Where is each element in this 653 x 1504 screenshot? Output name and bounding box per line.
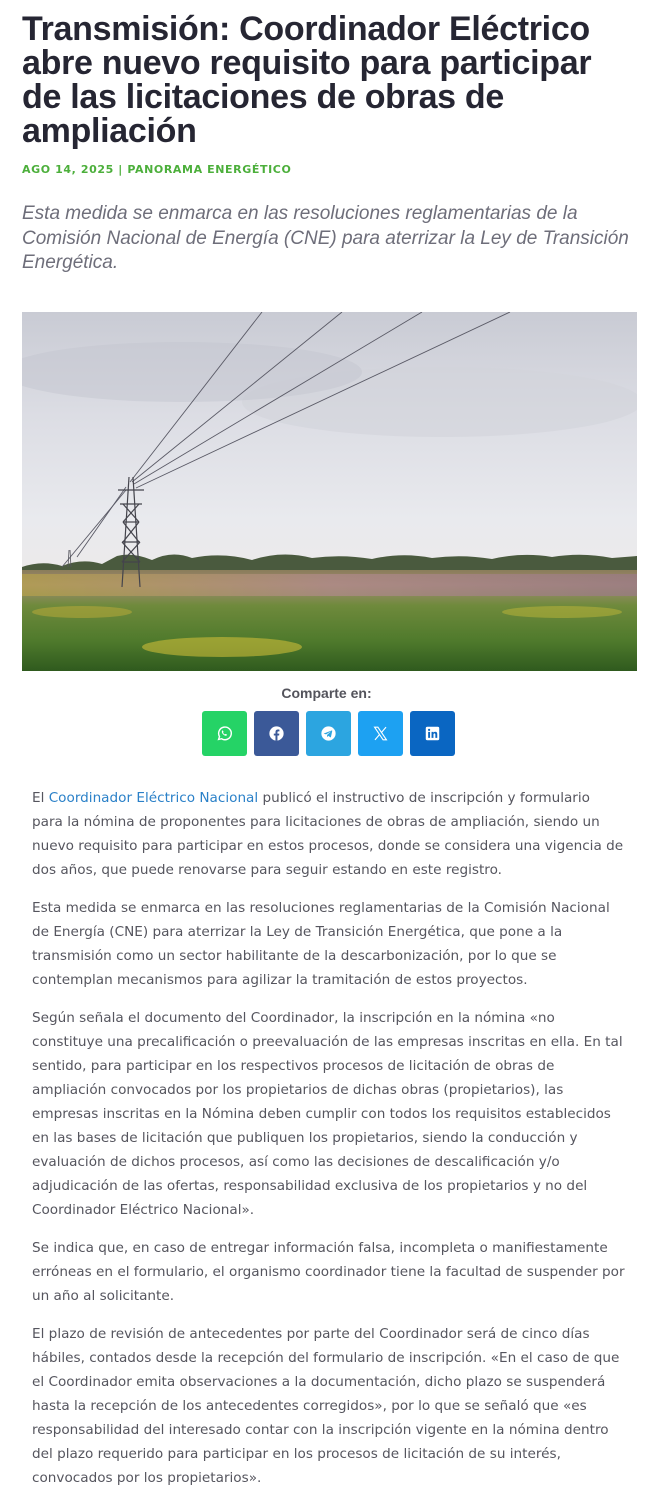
- x-icon: [371, 724, 390, 743]
- article-category-link[interactable]: PANORAMA ENERGÉTICO: [127, 163, 292, 176]
- whatsapp-icon: [215, 724, 234, 743]
- share-whatsapp-button[interactable]: [202, 711, 247, 756]
- paragraph-4: Se indica que, en caso de entregar información falsa, incompleta o manifiestamente erróneas en el formulario, el organismo coordinador tiene la facultad de suspender por un año al solicitante.: [32, 1240, 625, 1304]
- coordinador-link[interactable]: Coordinador Eléctrico Nacional: [48, 790, 259, 806]
- article-date: AGO 14, 2025: [22, 163, 114, 176]
- share-telegram-button[interactable]: [306, 711, 351, 756]
- meta-separator: |: [113, 163, 128, 176]
- article-meta: [22, 163, 291, 176]
- telegram-icon: [319, 724, 338, 743]
- hero-image-transmission-tower-field: [22, 312, 637, 671]
- paragraph-5: El plazo de revisión de antecedentes por parte del Coordinador será de cinco días hábiles, contados desde la recepción del formulario de inscripción. «En el caso de que el Coordinador emita observaciones a la documentación, dicho plazo se suspenderá hasta la recepción de los antecedentes corregidos», por lo que se señaló que «es responsabilidad del interesado contar con la inscripción vigente en la nómina dentro del plazo requerido para participar en los procesos de licitación de su interés, convocados por los propietarios».: [32, 1326, 620, 1486]
- paragraph-1-text-end: publicó el instructivo de inscripción y formulario para la nómina de proponentes para licitaciones de obras de ampliación, siendo un nuevo requisito para participar en estos procesos, donde se considera una vigencia de dos años, que puede renovarse para seguir estando en este registro.: [32, 790, 624, 878]
- share-label: Comparte en:: [281, 685, 372, 701]
- article-body: [32, 786, 625, 1504]
- facebook-icon: [267, 724, 286, 743]
- share-facebook-button[interactable]: [254, 711, 299, 756]
- share-x-button[interactable]: [358, 711, 403, 756]
- article-title: Transmisión: Coordinador Eléctrico abre nuevo requisito para participar de las licitaciones de obras de ampliación: [22, 10, 592, 150]
- paragraph-2: Esta medida se enmarca en las resoluciones reglamentarias de la Comisión Nacional de Energía (CNE) para aterrizar la Ley de Transición Energética, que pone a la transmisión como un sector habilitante de la descarbonización, por lo que se contemplan mecanismos para agilizar la tramitación de estos proyectos.: [32, 900, 610, 988]
- paragraph-1: [32, 786, 625, 882]
- paragraph-3: Según señala el documento del Coordinador, la inscripción en la nómina «no constituye una precalificación o preevaluación de las empresas inscritas en ella. En tal sentido, para participar en los respectivos procesos de licitación de obras de ampliación convocados por los propietarios de dichas obras (propietarios), las empresas inscritas en la Nómina deben cumplir con todos los requisitos establecidos en las bases de licitación que publiquen los propietarios, siendo la conducción y evaluación de dichos procesos, así como las decisiones de descalificación y/o adjudicación de las ofertas, responsabilidad exclusiva de los propietarios y no del Coordinador Eléctrico Nacional».: [32, 1010, 623, 1218]
- paragraph-1-text-start: El: [32, 790, 49, 806]
- article-lead: Esta medida se enmarca en las resoluciones reglamentarias de la Comisión Nacional de Energía (CNE) para aterrizar la Ley de Transición Energética.: [22, 203, 629, 273]
- share-buttons: [202, 711, 455, 756]
- share-linkedin-button[interactable]: [410, 711, 455, 756]
- linkedin-icon: [423, 724, 442, 743]
